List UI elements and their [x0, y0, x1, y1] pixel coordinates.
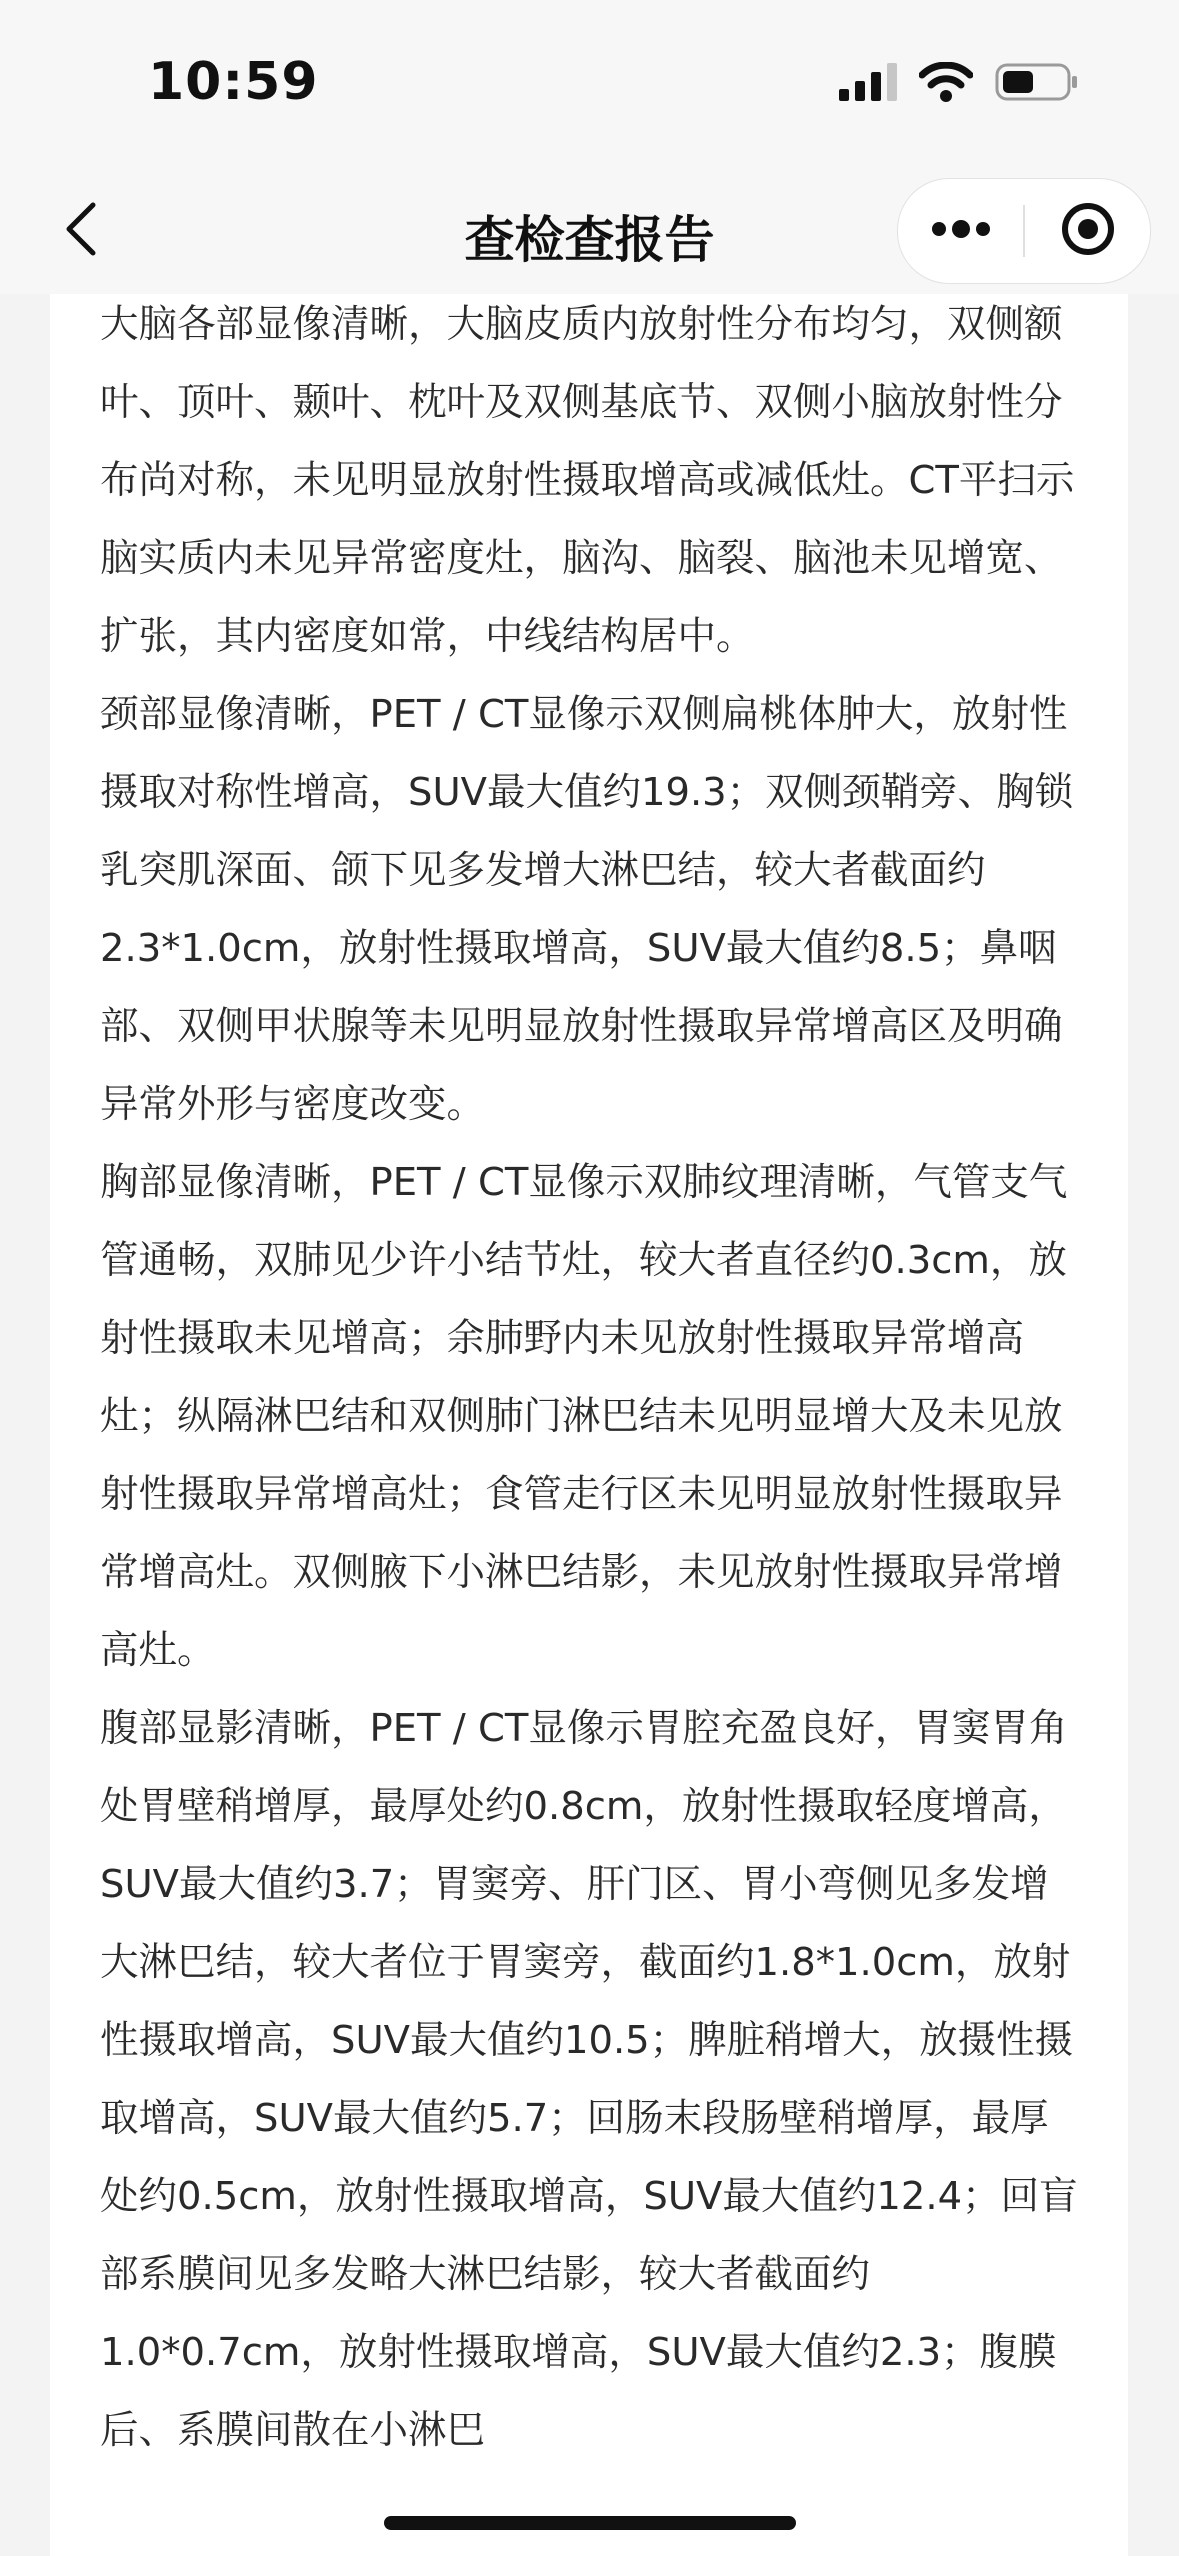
navigation-bar	[0, 170, 1179, 294]
status-time: 10:59	[148, 52, 319, 112]
close-button[interactable]	[1025, 179, 1150, 283]
report-content[interactable]	[50, 294, 1128, 2556]
wifi-icon	[919, 62, 973, 106]
cellular-signal-icon	[839, 63, 897, 105]
page-title: 查检查报告	[464, 211, 715, 269]
home-indicator[interactable]	[384, 2516, 796, 2530]
report-paragraph-chest: 胸部显像清晰，PET / CT显像示双肺纹理清晰，气管支气管通畅，双肺见少许小结节灶，较大者直径约0.3cm，放射性摄取未见增高；余肺野内未见放射性摄取异常增高灶；纵隔淋巴结和双侧肺门淋巴结未见明显增大及未见放射性摄取异常增高灶；食管走行区未见明显放射性摄取异常增高灶。双侧腋下小淋巴结影，未见放射性摄取异常增高灶。	[100, 1160, 1068, 1673]
battery-icon	[995, 62, 1079, 106]
report-text	[50, 294, 1128, 2470]
report-paragraph-brain: 大脑各部显像清晰，大脑皮质内放射性分布均匀，双侧额叶、顶叶、颞叶、枕叶及双侧基底节、双侧小脑放射性分布尚对称，未见明显放射性摄取增高或减低灶。CT平扫示脑实质内未见异常密度灶，脑沟、脑裂、脑池未见增宽、扩张，其内密度如常，中线结构居中。	[100, 302, 1075, 659]
mini-program-capsule	[897, 178, 1151, 284]
target-circle-icon	[1060, 201, 1116, 261]
report-paragraph-neck: 颈部显像清晰，PET / CT显像示双侧扁桃体肿大，放射性摄取对称性增高，SUV最大值约19.3；双侧颈鞘旁、胸锁乳突肌深面、颌下见多发增大淋巴结，较大者截面约2.3*1.0cm，放射性摄取增高，SUV最大值约8.5；鼻咽部、双侧甲状腺等未见明显放射性摄取异常增高区及明确异常外形与密度改变。	[100, 692, 1074, 1127]
more-dots-icon	[929, 219, 993, 243]
status-icons	[839, 62, 1079, 106]
status-bar	[0, 0, 1179, 170]
report-paragraph-abdomen: 腹部显影清晰，PET / CT显像示胃腔充盈良好，胃窦胃角处胃壁稍增厚，最厚处约0.8cm，放射性摄取轻度增高，SUV最大值约3.7；胃窦旁、肝门区、胃小弯侧见多发增大淋巴结，较大者位于胃窦旁，截面约1.8*1.0cm，放射性摄取增高，SUV最大值约10.5；脾脏稍增大，放摄性摄取增高，SUV最大值约5.7；回肠末段肠壁稍增厚，最厚处约0.5cm，放射性摄取增高，SUV最大值约12.4；回盲部系膜间见多发略大淋巴结影，较大者截面约1.0*0.7cm，放射性摄取增高，SUV最大值约2.3；腹膜后、系膜间散在小淋巴	[100, 1706, 1078, 2453]
more-button[interactable]	[898, 179, 1023, 283]
